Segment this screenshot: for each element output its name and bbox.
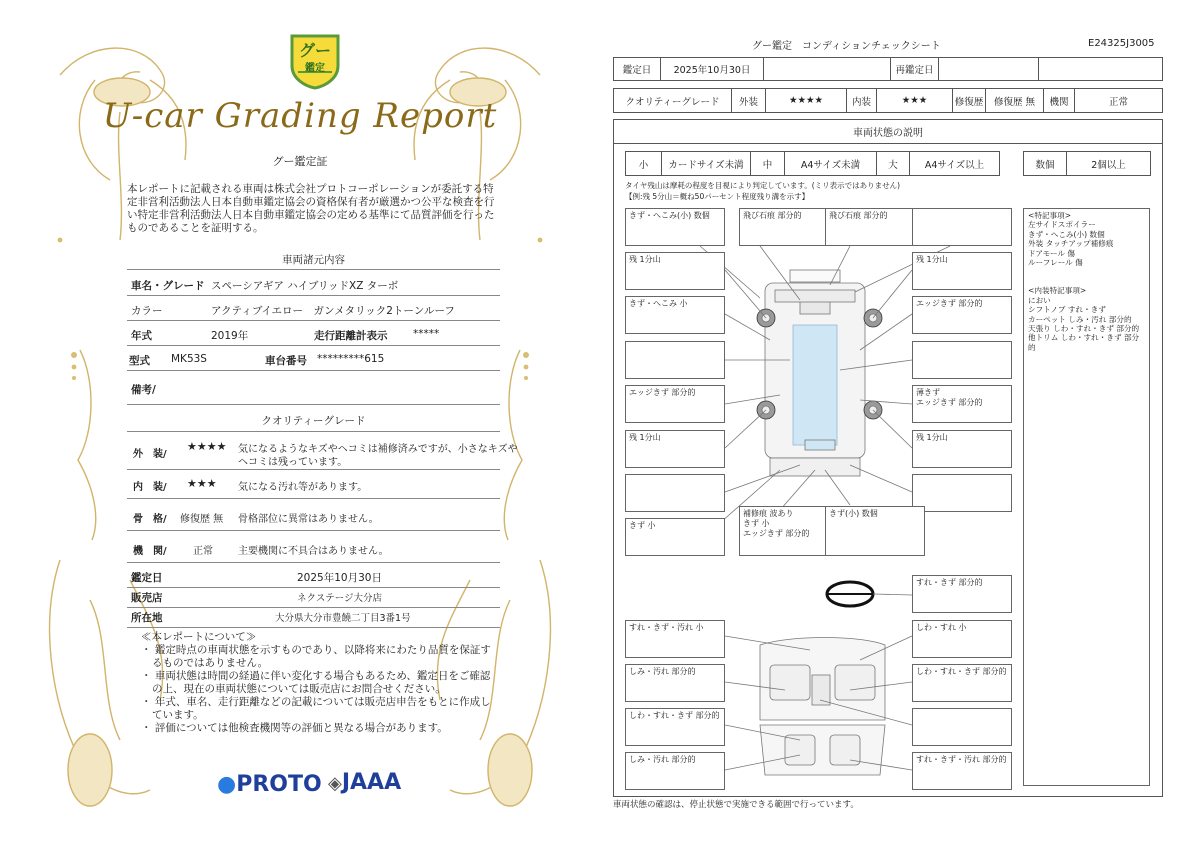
note-item: ・ 評価については他検査機関等の評価と異なる場合があります。: [141, 722, 448, 734]
date-label: 鑑定日: [622, 65, 652, 76]
int-box: すれ・きず・汚れ 部分的: [912, 752, 1012, 790]
size-large-desc: A4サイズ以上: [909, 152, 999, 175]
frame-value: 修復歴 無: [180, 514, 224, 525]
ext-notes-title: <特記事項>: [1028, 211, 1072, 220]
ext-box: きず・へこみ(小) 数個: [625, 208, 725, 246]
ext-note: 左サイドスポイラー: [1028, 220, 1096, 230]
ext-box: エッジきず 部分的: [912, 296, 1012, 334]
color-row: [127, 299, 500, 321]
int-note: におい: [1028, 295, 1051, 305]
ext-box: [912, 474, 1012, 512]
ext-box: 残 1分山: [912, 430, 1012, 468]
exterior-comment-line2: ヘコミは残っています。: [238, 457, 348, 468]
int-note: 他トリム しわ・すれ・きず 部分的: [1028, 333, 1140, 352]
int-note: シフトノブ すれ・きず: [1028, 305, 1106, 315]
type-value: MK53S: [171, 353, 207, 365]
count-desc: 2個以上: [1066, 152, 1150, 175]
certificate-heading: グー鑑定証: [272, 155, 328, 168]
jaaa-logo: ◈JAAA: [328, 770, 402, 795]
interior-label: 内 装/: [133, 482, 167, 493]
type-label: 型式: [129, 355, 150, 367]
badge-bottom-text: 鑑定: [305, 63, 325, 74]
size-legend: [625, 151, 1000, 176]
engine-label: 機関: [1043, 89, 1074, 112]
ext-note: ルーフレール 傷: [1028, 258, 1083, 268]
jaaa-mark-icon: ◈: [328, 773, 342, 794]
color-label: カラー: [131, 305, 163, 317]
chassis-value: *********615: [317, 353, 385, 365]
int-box: [912, 708, 1012, 746]
year-row: [127, 324, 500, 346]
tire-note-line2: 【例:残 5分山＝概ね50パーセント程度残り溝を示す】: [625, 192, 810, 201]
size-mid-desc: A4サイズ未満: [784, 152, 876, 175]
note-item: ・ 車両状態は時間の経過に伴い変化する場合もあるため、鑑定日をご確認の上、現在の車両状態については販売店にお問合せください。: [141, 670, 491, 695]
proto-mark-icon: ●: [217, 772, 237, 797]
special-notes-panel: [1023, 208, 1150, 786]
interior-stars: ★★★: [876, 89, 952, 112]
ext-box: きず 小: [625, 518, 725, 556]
int-notes-title: <内装特記事項>: [1028, 286, 1087, 296]
date-row: [127, 566, 500, 588]
note-item: ・ 年式、車名、走行距離などの記載については販売店申告をもとに作成しています。: [141, 696, 491, 721]
report-notes: [141, 631, 491, 735]
mileage-value: *****: [413, 328, 440, 340]
quality-label: クオリティーグレード: [625, 96, 720, 108]
blank-cell: [763, 58, 890, 80]
grade-section-title: クオリティーグレード: [261, 415, 366, 427]
date-label: 鑑定日: [131, 572, 163, 584]
int-box: しわ・すれ 小: [912, 620, 1012, 658]
note-item: ・ 鑑定時点の車両状態を示すものであり、以降将来にわたり品質を保証するものではありません。: [141, 644, 491, 669]
int-box: すれ・きず 部分的: [912, 575, 1012, 613]
ext-box: エッジきず 部分的: [625, 385, 725, 423]
sheet-title: グー鑑定 コンディションチェックシート: [752, 41, 941, 52]
size-large-label: 大: [876, 152, 909, 175]
proto-logo: ●PROTO: [217, 772, 322, 797]
notes-title: ≪本レポートについて≫: [141, 631, 257, 643]
ext-box: 飛び石痕 部分的: [825, 208, 925, 246]
blank-cell: [1038, 58, 1162, 80]
engine-label: 機 関/: [133, 546, 167, 557]
exterior-stars: ★★★★: [187, 440, 227, 453]
certificate-body: 本レポートに記載される車両は株式会社プロトコーポレーションが委託する特定非営利活動法人日本自動車鑑定協会の資格保有者が厳選かつ公平な検査を行い特定非営利活動法人日本自動車鑑定協会の定める基準にて品質評価を行ったものであることを証明する。: [127, 183, 495, 234]
int-box: すれ・きず・汚れ 小: [625, 620, 725, 658]
size-small-desc: カードサイズ未満: [661, 152, 750, 175]
ext-box: [912, 208, 1012, 246]
engine-value: 正常: [193, 546, 213, 557]
interior-label: 内装: [846, 89, 876, 112]
ext-box: [625, 474, 725, 512]
ext-note: きず・へこみ(小) 数個: [1028, 229, 1105, 239]
engine-value: 正常: [1074, 89, 1162, 112]
ext-note: ドアモール 傷: [1028, 248, 1075, 258]
int-box: しみ・汚れ 部分的: [625, 664, 725, 702]
color-value: アクティブイエロー ガンメタリック2トーンルーフ: [211, 305, 455, 317]
goo-kantei-badge: [286, 32, 344, 90]
remarks-label: 備考/: [131, 384, 156, 396]
interior-comment: 気になる汚れ等があります。: [238, 482, 368, 493]
divider: [127, 269, 500, 270]
int-box: しわ・すれ・きず 部分的: [912, 664, 1012, 702]
ext-box: 補修痕 波あり きず 小 エッジきず 部分的: [739, 506, 839, 556]
size-small-label: 小: [638, 159, 649, 171]
engine-grade-row: [127, 535, 500, 563]
address-row: [127, 606, 500, 628]
type-row: [127, 349, 500, 371]
condition-title: 車両状態の説明: [614, 120, 1162, 144]
exterior-comment-line1: 気になるようなキズやヘコミは補修済みですが、小さなキズや: [238, 444, 518, 455]
ext-box: 薄きず エッジきず 部分的: [912, 385, 1012, 423]
interior-grade-row: [127, 472, 500, 499]
exterior-grade-row: [127, 434, 518, 470]
dealer-value: ネクステージ大分店: [297, 593, 383, 604]
sheet-code: E24325J3005: [1088, 38, 1155, 49]
chassis-label: 車台番号: [265, 355, 307, 367]
int-box: しみ・汚れ 部分的: [625, 752, 725, 790]
exterior-stars: ★★★★: [765, 89, 846, 112]
repair-value: 修復歴 無: [985, 89, 1043, 112]
frame-grade-row: [127, 503, 500, 531]
count-label: 数個: [1035, 159, 1055, 171]
reinspect-label: 再鑑定日: [890, 58, 938, 80]
interior-stars: ★★★: [187, 477, 217, 490]
ext-box: [625, 341, 725, 379]
ext-box: 残 1分山: [625, 430, 725, 468]
model-row: [127, 274, 500, 296]
quality-grade-table: [613, 88, 1163, 113]
frame-label: 骨 格/: [133, 514, 167, 525]
badge-top-text: グー: [298, 41, 331, 60]
frame-comment: 骨格部位に異常はありません。: [238, 514, 379, 525]
ext-box: 残 1分山: [625, 252, 725, 290]
int-note: カーペット しみ・汚れ 部分的: [1028, 314, 1132, 324]
ext-box: 残 1分山: [912, 252, 1012, 290]
ext-box: [912, 341, 1012, 379]
model-value: スペーシアギア ハイブリッドXZ ターボ: [211, 280, 399, 292]
ext-note: 外装 タッチアップ補修痕: [1028, 239, 1114, 249]
dealer-label: 販売店: [131, 592, 163, 604]
engine-comment: 主要機関に不具合はありません。: [238, 546, 389, 557]
exterior-label: 外装: [731, 89, 765, 112]
sheet-footer: 車両状態の確認は、停止状態で実施できる範囲で行っています。: [613, 800, 859, 810]
report-title: U-car Grading Report: [102, 96, 498, 136]
repair-label: 修復歴: [952, 89, 985, 112]
year-value: 2019年: [211, 330, 249, 342]
spec-section-title: 車両諸元内容: [282, 254, 345, 266]
int-note: 天張り しわ・すれ・きず 部分的: [1028, 324, 1140, 334]
date-value: 2025年10月30日: [660, 58, 763, 80]
tire-note-line1: タイヤ残山は摩耗の程度を目視により判定しています。(ミリ表示ではありません): [625, 181, 901, 190]
ext-box: きず(小) 数個: [825, 506, 925, 556]
year-label: 年式: [131, 330, 152, 342]
exterior-label: 外 装/: [133, 449, 167, 460]
address-label: 所在地: [131, 612, 163, 624]
dealer-row: [127, 586, 500, 608]
mileage-label: 走行距離計表示: [314, 330, 388, 342]
count-legend: [1023, 151, 1151, 176]
date-value: 2025年10月30日: [297, 572, 382, 584]
reinspect-value: [938, 58, 1038, 80]
remarks-row: [127, 377, 500, 405]
address-value: 大分県大分市豊饒二丁目3番1号: [275, 613, 411, 624]
ext-box: 飛び石痕 部分的: [739, 208, 839, 246]
ext-box: きず・へこみ 小: [625, 296, 725, 334]
date-table: [613, 57, 1163, 81]
size-mid-label: 中: [750, 152, 784, 175]
divider: [127, 431, 500, 432]
int-box: しわ・すれ・きず 部分的: [625, 708, 725, 746]
model-label: 車名・グレード: [131, 280, 205, 292]
